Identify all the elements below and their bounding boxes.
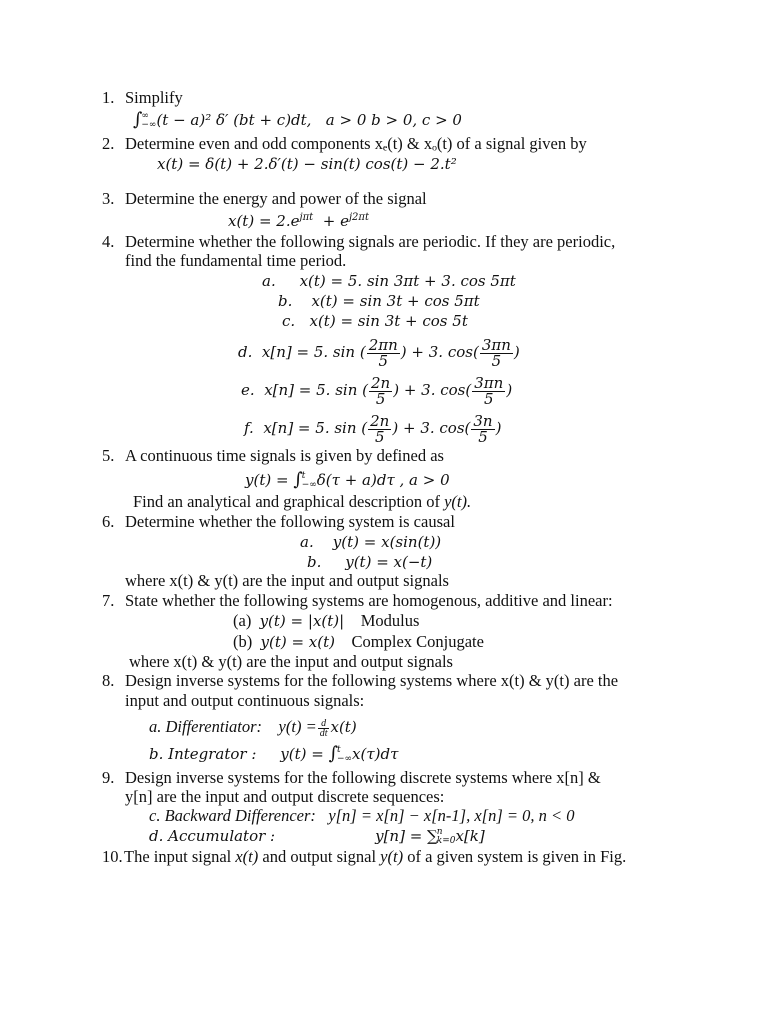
item-7b: (b) y(t) = x(t) Complex Conjugate	[233, 632, 484, 651]
item-6a: a. y(t) = x(sin(t))	[300, 533, 442, 551]
item-4-text-line1: Determine whether the following signals are periodic. If they are periodic,	[125, 232, 616, 251]
item-2-equation: x(t) = δ(t) + 2.δ′(t) − sin(t) cos(t) − 2.t²	[157, 155, 457, 173]
item-1-text: Simplify	[125, 88, 183, 107]
item-6-text: Determine whether the following system is causal	[125, 512, 455, 531]
item-8-text-line1: Design inverse systems for the following systems where x(t) & y(t) are the	[125, 671, 619, 690]
item-6-text2: where x(t) & y(t) are the input and output signals	[125, 571, 449, 590]
item-8-text-line2: input and output continuous signals:	[125, 691, 365, 710]
item-8a: a. Differentiator: y(t) = $\frac{d}{dt}$ x(t)	[149, 717, 357, 739]
item-9-text-line1: Design inverse systems for the following discrete systems where x[n] &	[125, 768, 601, 787]
item-9c: c. Backward Differencer: y[n] = x[n] − x[n-1], x[n] = 0, n < 0	[149, 806, 575, 825]
item-7a: (a) y(t) = |x(t)| Modulus	[233, 611, 420, 630]
item-5-text: A continuous time signals is given by defined as	[125, 446, 444, 465]
item-2-text: Determine even and odd components xₑ(t) & xₒ(t) of a signal given by	[125, 134, 587, 153]
item-1-number: 1.	[102, 88, 115, 107]
item-4c: c. x(t) = sin 3t + cos 5t	[282, 312, 468, 330]
item-4b: b. x(t) = sin 3t + cos 5πt	[278, 292, 480, 310]
item-5-equation: y(t) = ∫ t −∞ δ(τ + a)dτ , a > 0	[245, 469, 450, 490]
item-4f: f. x[n] = 5. sin ( $\frac{2n}{5}$ ) + 3. cos( $\frac{3n}{5}$ )	[244, 411, 502, 446]
item-7-text: State whether the following systems are homogenous, additive and linear:	[125, 591, 613, 610]
item-3-number: 3.	[102, 189, 115, 208]
item-9-text-line2: y[n] are the input and output discrete sequences:	[125, 787, 445, 806]
item-4a: a. x(t) = 5. sin 3πt + 3. cos 5πt	[262, 272, 516, 290]
item-10-text: The input signal x(t) and output signal y(t) of a given system is given in Fig.	[124, 847, 627, 866]
item-8-number: 8.	[102, 671, 115, 690]
item-7-text2: where x(t) & y(t) are the input and output signals	[129, 652, 453, 671]
item-4-text-line2: find the fundamental time period.	[125, 251, 347, 270]
item-2-number: 2.	[102, 134, 115, 153]
item-3-text: Determine the energy and power of the signal	[125, 189, 427, 208]
item-10-number: 10.	[102, 847, 123, 866]
item-8b: b. Integrator : y(t) = ∫ t −∞ x(τ)dτ	[149, 743, 399, 764]
item-5-number: 5.	[102, 446, 115, 465]
item-4d: d. x[n] = 5. sin ( $\frac{2\pi n}{5}$ ) + 3. cos( $\frac{3\pi n}{5}$ )	[238, 335, 520, 370]
item-1-equation: ∫ ∞ −∞ (t − a)² δ′ (bt + c)dt, a > 0 b > 0, c > 0	[133, 109, 462, 130]
item-9d: d. Accumulator : y[n] = ∑ n k=0 x[k]	[149, 827, 485, 846]
item-9-number: 9.	[102, 768, 115, 787]
item-5-text2: Find an analytical and graphical description of y(t).	[133, 492, 472, 511]
item-4e: e. x[n] = 5. sin ( $\frac{2n}{5}$ ) + 3. cos( $\frac{3\pi n}{5}$ )	[241, 373, 513, 408]
item-7-number: 7.	[102, 591, 115, 610]
item-6b: b. y(t) = x(−t)	[307, 553, 433, 571]
item-3-equation: $x(t) = 2.e^{j\pi t} + e^{j2\pi t}$	[228, 212, 370, 230]
item-4-number: 4.	[102, 232, 115, 251]
item-6-number: 6.	[102, 512, 115, 531]
